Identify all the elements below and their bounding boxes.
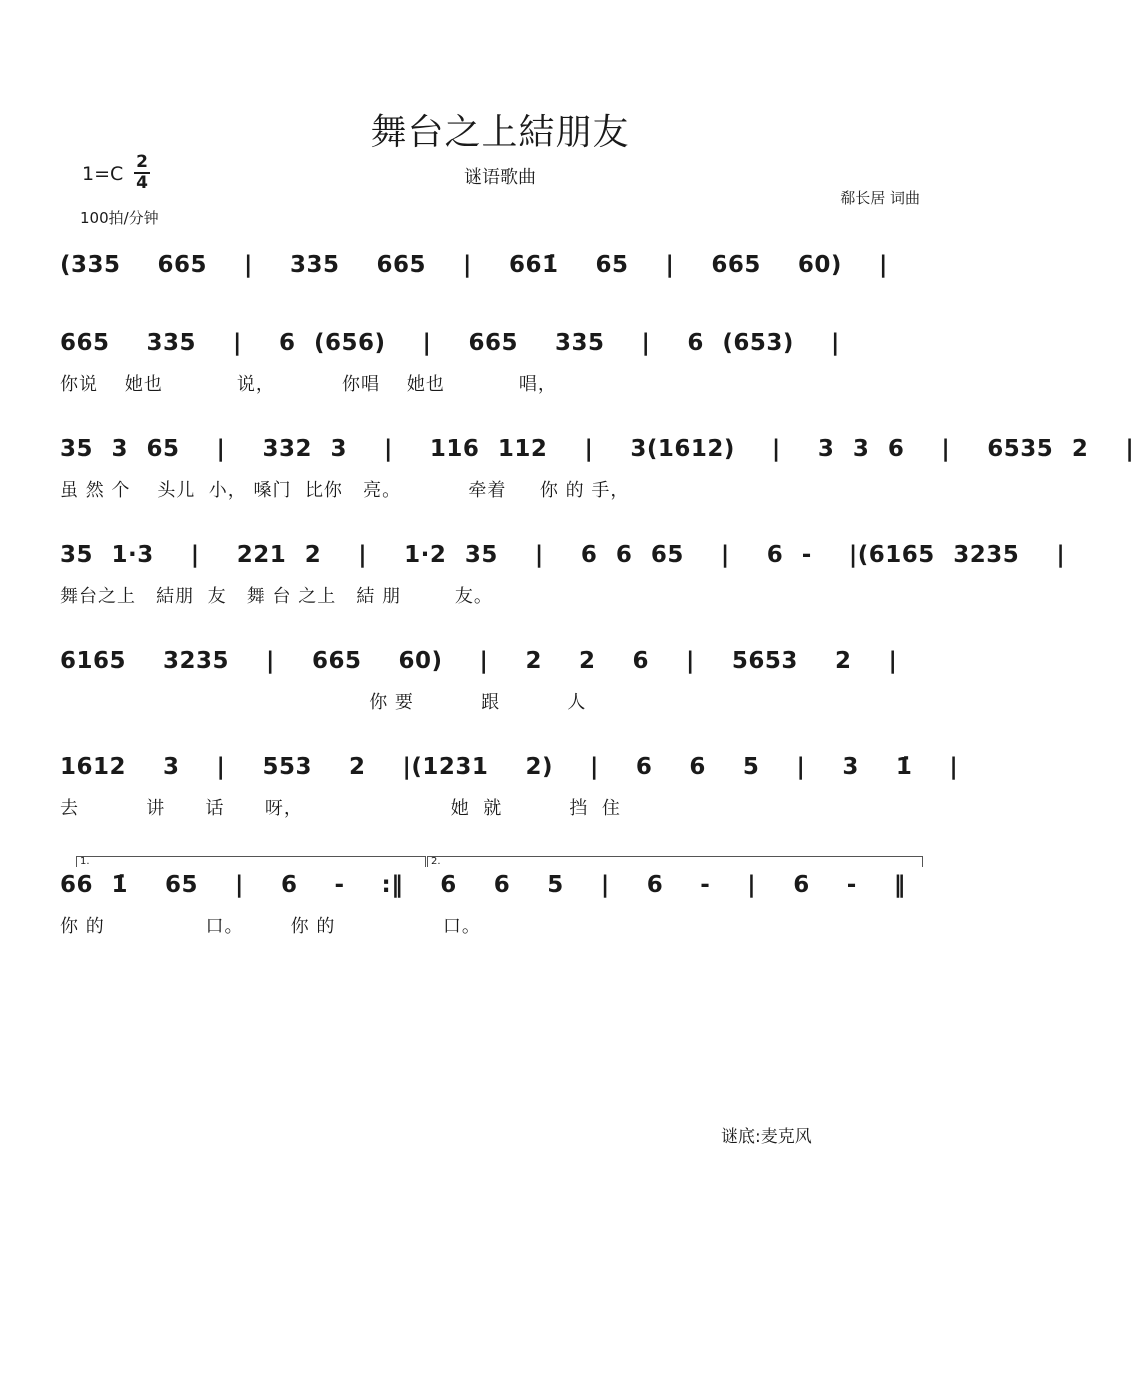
- volta-bracket-first: [76, 856, 426, 867]
- volta-label-second: 2.: [431, 856, 441, 867]
- volta-label-first: 1.: [80, 856, 90, 867]
- lyrics-line-7: 你 的 口。 你 的 口。: [60, 916, 481, 937]
- lyrics-line-3: 虽 然 个 头儿 小， 嗓门 比你 亮。 牵着 你 的 手，: [60, 480, 630, 501]
- lyrics-line-2: 你说 她也 说， 你唱 她也 唱，: [60, 374, 557, 395]
- time-signature-top: 2: [136, 152, 148, 172]
- time-signature-bottom: 4: [136, 173, 148, 193]
- notes-line-6: 1612 3 | 553 2 |(1231 2) | 6 6 5 | 3 1̇ |: [60, 754, 959, 780]
- page-title: 舞台之上結朋友: [370, 112, 630, 153]
- song-subtitle: 谜语歌曲: [464, 167, 536, 188]
- lyrics-line-6: 去 讲 话 呀， 她 就 挡 住: [60, 798, 621, 819]
- score-line-2: [60, 330, 940, 400]
- score-line-1: [60, 252, 940, 322]
- score-line-4: [60, 542, 1066, 612]
- key-signature: 1=C: [82, 163, 124, 185]
- score-line-5: [60, 648, 940, 718]
- notes-line-1: (335 665 | 335 665 | 661̇ 65 | 665 60) |: [60, 252, 888, 278]
- lyrics-line-5: 你 要 跟 人: [60, 692, 587, 713]
- notes-line-5: 6165 3235 | 665 60) | 2 2 6 | 5653 2 |: [60, 648, 898, 674]
- notes-line-3: 35 3 65 | 332 3 | 116 112 | 3(1612) | 3 3 6 | 6535 2 |: [60, 436, 1134, 462]
- notes-line-2: 665 335 | 6 (656) | 665 335 | 6 (653) |: [60, 330, 840, 356]
- score-line-3: [60, 436, 1134, 506]
- tempo-text: 100拍/分钟: [80, 209, 159, 227]
- riddle-answer: 谜底:麦克风: [721, 1127, 812, 1147]
- score-line-6: [60, 754, 959, 824]
- lyrics-line-4: 舞台之上 結朋 友 舞 台 之上 結 朋 友。: [60, 586, 493, 607]
- notes-line-4: 35 1·3 | 221 2 | 1·2 35 | 6 6 65 | 6 - |(6165 3235 |: [60, 542, 1066, 568]
- time-signature: [133, 153, 151, 193]
- credit-text: 郗长居 词曲: [840, 189, 920, 207]
- notes-line-7: 66 1̇ 65 | 6 - :‖ 6 6 5 | 6 - | 6 - ‖: [60, 872, 906, 898]
- volta-bracket-second: [427, 856, 923, 867]
- score-line-7: [60, 872, 940, 942]
